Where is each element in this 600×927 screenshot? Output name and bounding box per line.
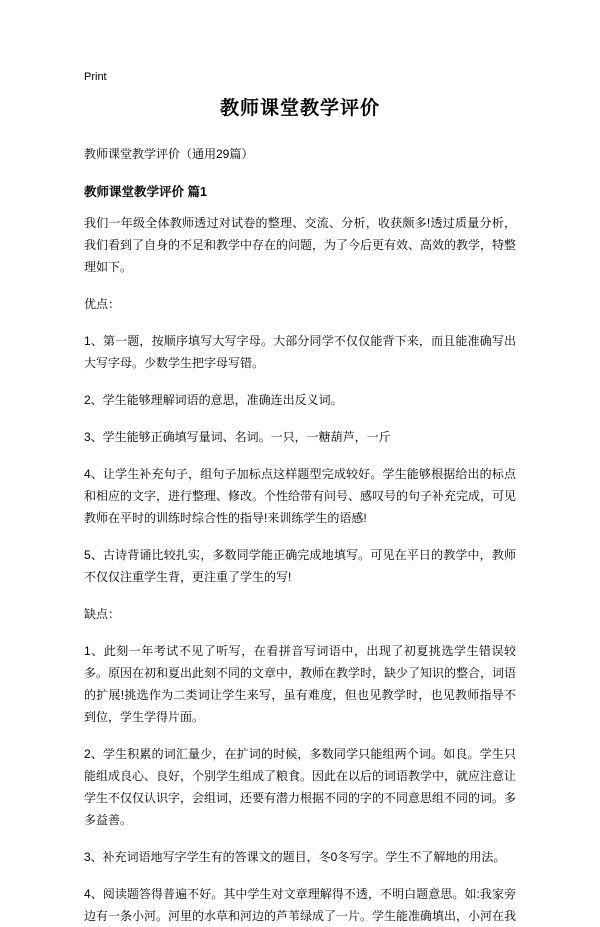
paragraph: 4、阅读题答得普遍不好。其中学生对文章理解得不透，不明白题意思。如:我家旁边有一条小河。河里的水草和河边的芦苇绿成了一片。学生能准确填出，小河在我 xyxy=(84,887,517,923)
subsection-label-disadvantages: 缺点： xyxy=(84,607,121,621)
paragraph: 我们一年级全体教师透过对试卷的整理、交流、分析，收获颇多!透过质量分析，我们看到了自身的不足和教学中存在的问题，为了今后更有效、高效的教学，特整理如下。 xyxy=(84,216,517,274)
paragraph: 3、补充词语地写字学生有的答课文的题目，冬0冬写字。学生不了解地的用法。 xyxy=(84,850,506,864)
section-heading: 教师课堂教学评价 篇1 xyxy=(84,185,207,199)
paragraph: 3、学生能够正确填写量词、名词。一只，一糖葫芦，一斤 xyxy=(84,430,391,444)
page-title: 教师课堂教学评价 xyxy=(219,98,380,119)
paragraph: 2、学生积累的词汇量少，在扩词的时候，多数同学只能组两个词。如良。学生只能组成良心、良好，个别学生组成了粮食。因此在以后的词语教学中，就应注意让学生不仅仅认识字，会组词，还要有潜力根据不同的字的不同意思组不同的词。多多益善。 xyxy=(84,747,517,827)
document-subtitle: 教师课堂教学评价（通用29篇） xyxy=(84,147,254,161)
document-content xyxy=(84,96,516,927)
paragraph: 1、第一题，按顺序填写大写字母。大部分同学不仅仅能背下来，而且能准确写出大写字母。少数学生把字母写错。 xyxy=(84,334,516,370)
paragraph: 5、古诗背诵比较扎实，多数同学能正确完成地填写。可见在平日的教学中，教师不仅仅注重学生背，更注重了学生的写! xyxy=(84,548,516,584)
paragraph: 1、此刻一年考试不见了听写，在看拼音写词语中，出现了初夏挑选学生错误较多。原因在初和夏出此刻不同的文章中，教师在教学时，缺少了知识的整合，词语的扩展!挑选作为二类词让学生来写，虽有难度，但也见教学时，也见教师指导不到位，学生学得片面。 xyxy=(84,644,517,724)
paragraph: 4、让学生补充句子，组句子加标点这样题型完成较好。学生能够根据给出的标点和相应的文字，进行整理、修改。个性给带有问号、感叹号的句子补充完成，可见教师在平时的训练时综合性的指导!来训练学生的语感! xyxy=(84,467,517,525)
print-link[interactable]: Print xyxy=(84,71,107,83)
paragraph: 2、学生能够理解词语的意思，准确连出反义词。 xyxy=(84,393,343,407)
subsection-label-advantages: 优点： xyxy=(84,297,121,311)
